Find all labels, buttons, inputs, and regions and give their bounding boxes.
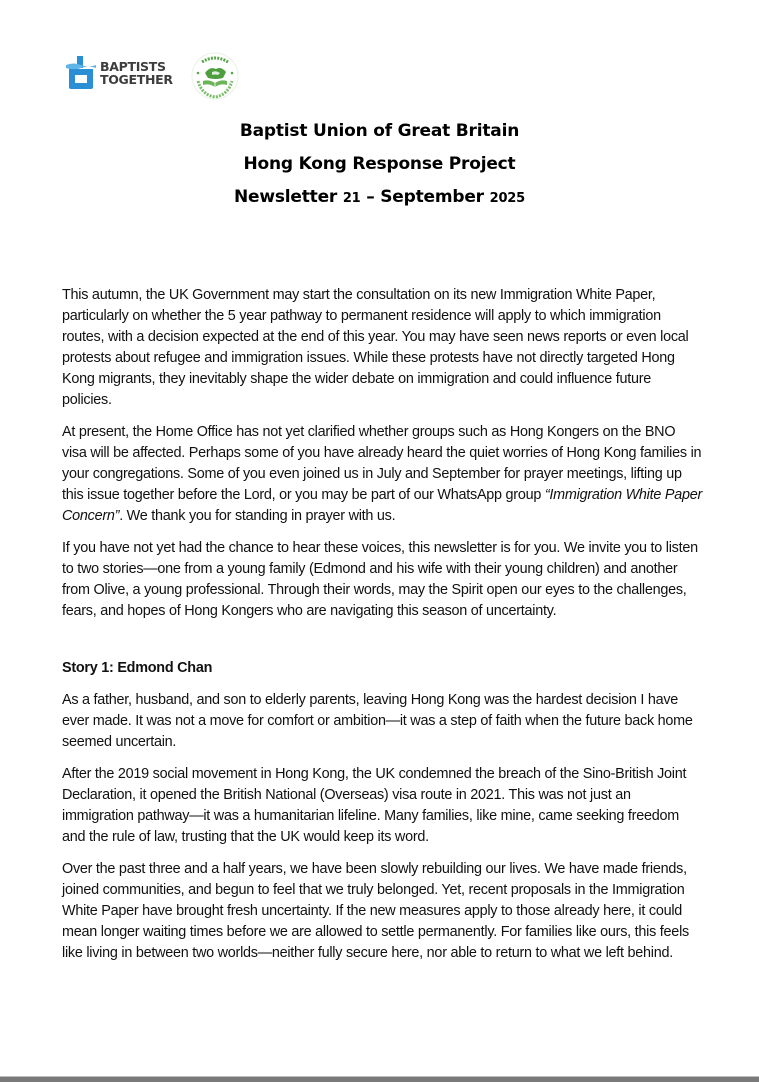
newsletter-label: Newsletter — [234, 187, 343, 207]
intro-paragraph-2-end: . We thank you for standing in prayer with us. — [119, 508, 396, 524]
issue-month: – September — [360, 187, 490, 207]
hong-kong-response-project-badge-icon — [190, 51, 240, 101]
story-1-paragraph-3: Over the past three and a half years, we have been slowly rebuilding our lives. We have made friends, joined communities, and begun to feel that we truly belonged. Yet, recent proposals in the Immigration White Paper have brought fresh uncertainty. If the new measures apply to those already here, it could mean longer waiting times before we are allowed to settle permanently. For families like ours, this feels like living in between two worlds—neither fully secure here, nor able to return to what we left behind. — [62, 861, 689, 961]
newsletter-title-block — [0, 118, 759, 217]
intro-paragraph-3: If you have not yet had the chance to hear these voices, this newsletter is for you. We invite you to listen to two stories—one from a young family (Edmond and his wife with their young children) and another from Olive, a young professional. Through their words, may the Spirit open our eyes to the challenges, fears, and hopes of Hong Kongers who are navigating this season of uncertainty. — [62, 540, 698, 619]
hong-kong-response-project-logo — [190, 51, 240, 101]
newsletter-body — [62, 285, 702, 975]
intro-paragraph-1: This autumn, the UK Government may start the consultation on its new Immigration White Paper, particularly on whether the 5 year pathway to permanent residence will apply to which immigration routes, with a decision expected at the end of this year. You may have seen news reports or even local protests about refugee and immigration issues. While these protests have not directly targeted Hong Kong migrants, they inevitably shape the wider debate on immigration and could influence future policies. — [62, 287, 689, 408]
baptists-together-cross-icon — [66, 56, 96, 90]
baptists-together-logo — [66, 55, 173, 91]
logo-line-2: TOGETHER — [100, 72, 173, 87]
intro-paragraph-2 — [62, 422, 702, 527]
baptists-together-wordmark — [100, 60, 173, 86]
story-1-heading: Story 1: Edmond Chan — [62, 660, 213, 676]
page-bottom-edge — [0, 1076, 759, 1082]
story-1-paragraph-1: As a father, husband, and son to elderly parents, leaving Hong Kong was the hardest decision I have ever made. It was not a move for comfort or ambition—it was a step of faith when the future back home seemed uncertain. — [62, 692, 693, 750]
issue-year: 2025 — [489, 191, 525, 206]
story-1-paragraph-2: After the 2019 social movement in Hong Kong, the UK condemned the breach of the Sino-British Joint Declaration, it opened the British National (Overseas) visa route in 2021. This was not just an immigration pathway—it was a humanitarian lifeline. Many families, like mine, came seeking freedom and the rule of law, trusting that the UK would keep its word. — [62, 766, 687, 845]
organisation-title: Baptist Union of Great Britain — [239, 121, 520, 141]
project-title: Hong Kong Response Project — [243, 154, 516, 174]
newsletter-issue-title — [0, 184, 759, 217]
logo-line-1: BAPTISTS — [100, 59, 166, 74]
whatsapp-group-name: “Immigration White Paper Concern” — [62, 487, 703, 524]
issue-number: 21 — [342, 191, 361, 206]
intro-paragraph-2-text: At present, the Home Office has not yet clarified whether groups such as Hong Kongers on the BNO visa will be affected. Perhaps some of you have already heard the quiet worries of Hong Kong families in your congregations. Some of you even joined us in July and September for prayer meetings, lifting up this issue together before the Lord, or you may be part of our WhatsApp group — [62, 424, 702, 503]
